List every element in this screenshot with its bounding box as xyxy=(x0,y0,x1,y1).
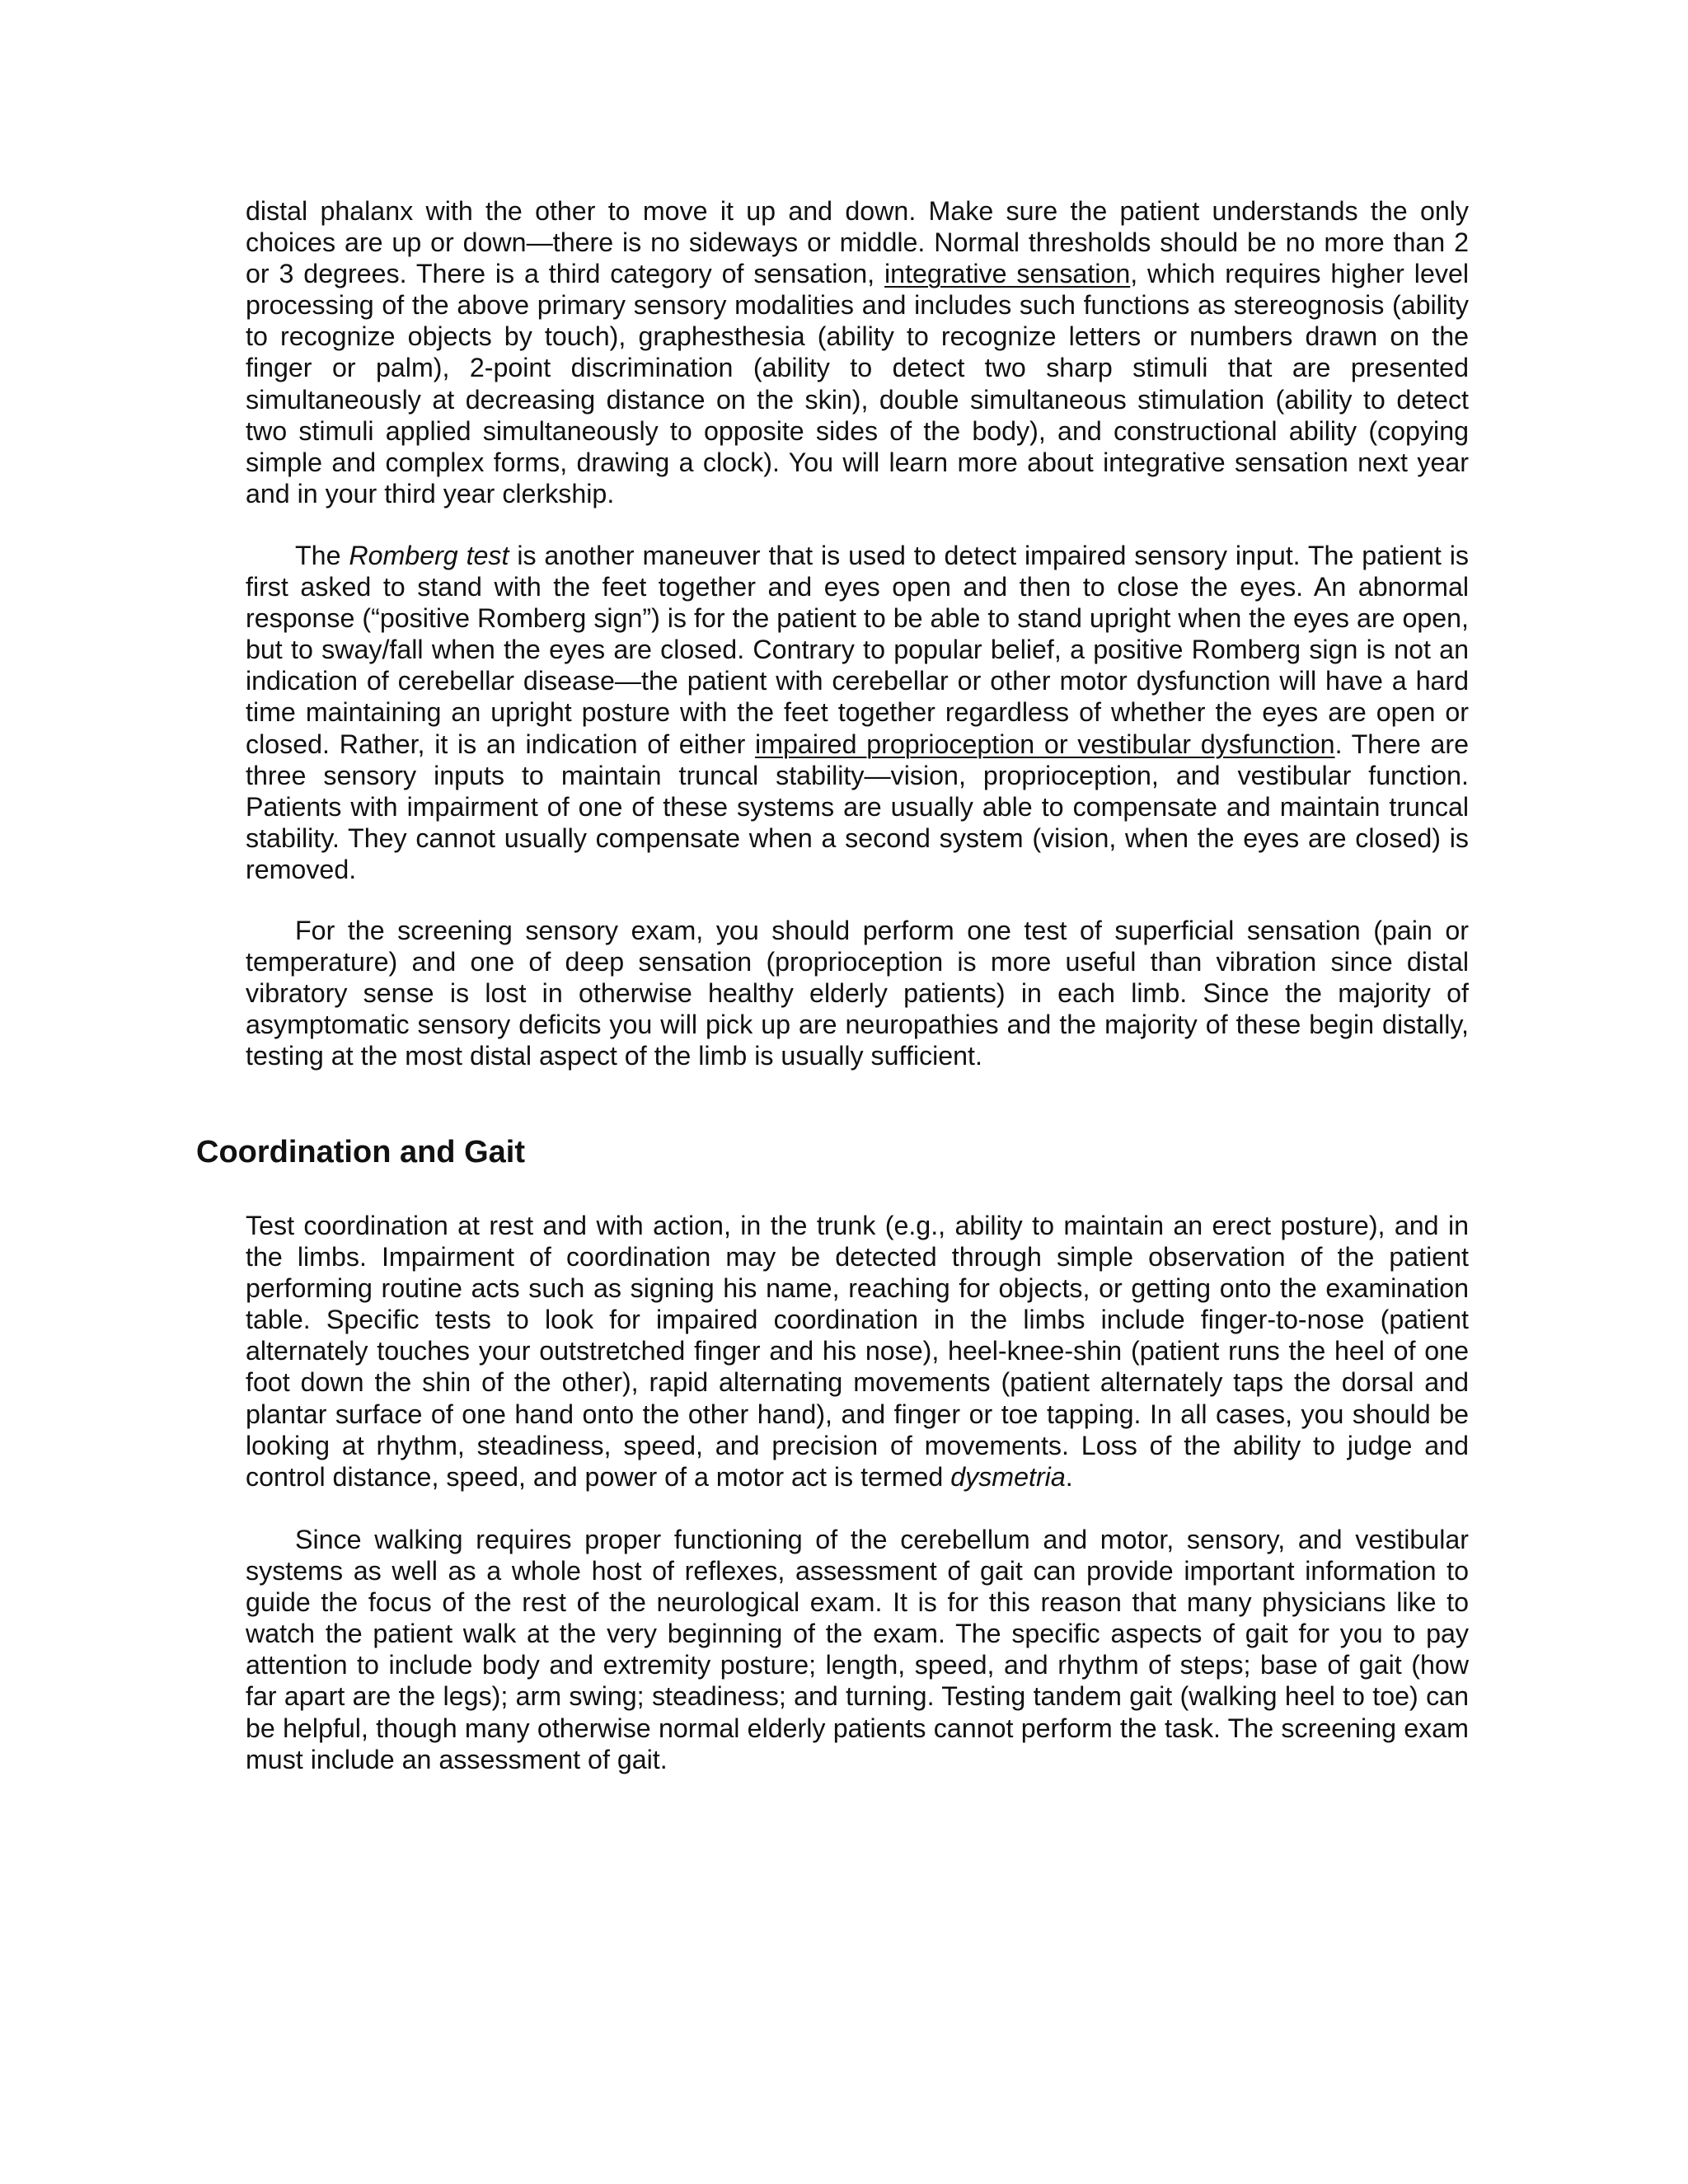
italic-term-romberg-test: Romberg test xyxy=(349,541,509,570)
underlined-term-impaired-proprioception: impaired proprioception or vestibular dysfunction xyxy=(755,729,1335,759)
paragraph-text: Test coordination at rest and with action, in the trunk (e.g., ability to maintain an erect posture), and in the limbs. Impairment of coordination may be detected through simple observation of the patient performing routine acts such as signing his name, reaching for objects, or getting onto the examination table. Specific tests to look for impaired coordination in the limbs include finger-to-nose (patient alternately touches your outstretched finger and his nose), heel-knee-shin (patient runs the heel of one foot down the shin of the other), rapid alternating movements (patient alternately taps the dorsal and plantar surface of one hand onto the other hand), and finger or toe tapping. In all cases, you should be looking at rhythm, steadiness, speed, and precision of movements. Loss of the ability to judge and control distance, speed, and power of a motor act is termed xyxy=(246,1211,1469,1492)
paragraph-text: distal phalanx with the other to move it up and down. Make sure the patient understands the only choices are up or down—there is no sideways or middle. Normal thresholds should be no more than 2 or 3 degrees. There is a third category of sensation, xyxy=(246,196,1469,289)
underlined-term-integrative-sensation: integrative sensation xyxy=(884,259,1131,289)
paragraph-text: is another maneuver that is used to detect impaired sensory input. The patient is first asked to stand with the feet together and eyes open and then to close the eyes. An abnormal response (“positive Romberg sign”) is for the patient to be able to stand upright when the eyes are open, but to sway/fall when the eyes are closed. Contrary to popular belief, a positive Romberg sign is not an indication of cerebellar disease—the patient with cerebellar or other motor dysfunction will have a hard time maintaining an upright posture with the feet together regardless of whether the eyes are open or closed. Rather, it is an indication of either xyxy=(246,541,1469,759)
paragraph-text: . xyxy=(1065,1461,1073,1492)
paragraph-romberg-test xyxy=(246,540,1469,885)
paragraph-integrative-sensation xyxy=(246,195,1469,509)
section-heading-coordination-and-gait: Coordination and Gait xyxy=(196,1135,525,1169)
paragraph-text: , which requires higher level processing of the above primary sensory modalities and includes such functions as stereognosis (ability to recognize objects by touch), graphesthesia (ability to recognize letters or numbers drawn on the finger or palm), 2-point discrimination (ability to detect two sharp stimuli that are presented simultaneously at decreasing distance on the skin), double simultaneous stimulation (ability to detect two stimuli applied simultaneously to opposite sides of the body), and constructional ability (copying simple and complex forms, drawing a clock). You will learn more about integrative sensation next year and in your third year clerkship. xyxy=(246,259,1469,509)
paragraph-coordination xyxy=(246,1210,1469,1493)
paragraph-text: . There are three sensory inputs to maintain truncal stability—vision, proprioception, and vestibular function. Patients with impairment of one of these systems are usually able to compensate and maintain truncal stability. They cannot usually compensate when a second system (vision, when the eyes are closed) is removed. xyxy=(246,729,1469,884)
paragraph-gait: Since walking requires proper functioning of the cerebellum and motor, sensory, and vestibular systems as well as a whole host of reflexes, assessment of gait can provide important information to guide the focus of the rest of the neurological exam. It is for this reason that many physicians like to watch the patient walk at the very beginning of the exam. The specific aspects of gait for you to pay attention to include body and extremity posture; length, speed, and rhythm of steps; base of gait (how far apart are the legs); arm swing; steadiness; and turning. Testing tandem gait (walking heel to toe) can be helpful, though many otherwise normal elderly patients cannot perform the task. The screening exam must include an assessment of gait. xyxy=(246,1525,1469,1774)
paragraph-screening-sensory-exam: For the screening sensory exam, you should perform one test of superficial sensation (pain or temperature) and one of deep sensation (proprioception is more useful than vibration since distal vibratory sense is lost in otherwise healthy elderly patients) in each limb. Since the majority of asymptomatic sensory deficits you will pick up are neuropathies and the majority of these begin distally, testing at the most distal aspect of the limb is usually sufficient. xyxy=(246,916,1469,1071)
italic-term-dysmetria: dysmetria xyxy=(950,1461,1066,1492)
paragraph-text: The xyxy=(295,541,349,570)
